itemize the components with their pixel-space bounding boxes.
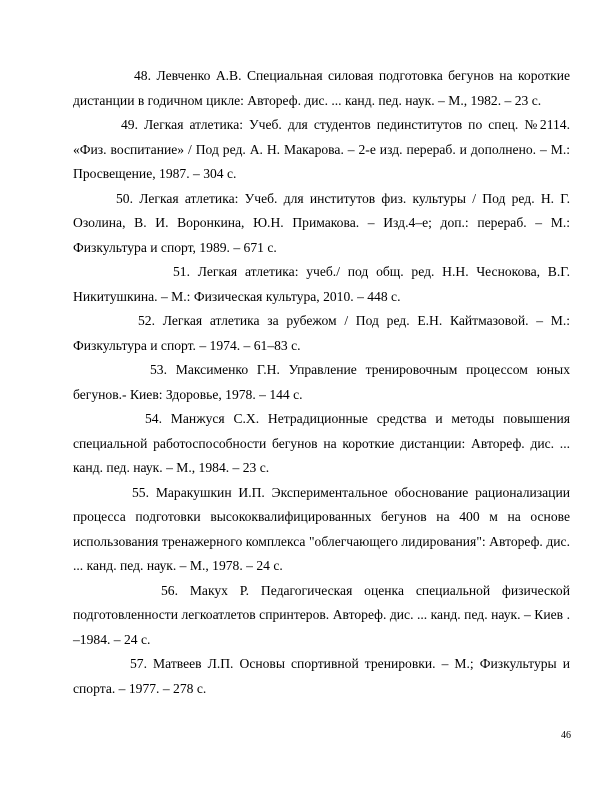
reference-number: 48.: [134, 68, 151, 83]
reference-text: Легкая атлетика: учеб./ под общ. ред. Н.Н. Чеснокова, В.Г. Никитушкина. – М.: Физическая культура, 2010. – 448 с.: [73, 264, 570, 304]
reference-number: 57.: [130, 656, 147, 671]
reference-text: Макух Р. Педагогическая оценка специальной физической подготовленности легкоатлетов спринтеров. Автореф. дис. ... канд. пед. наук. – Киев . –1984. – 24 с.: [73, 582, 570, 647]
reference-text: Максименко Г.Н. Управление тренировочным процессом юных бегунов.- Киев: Здоровье, 1978. – 144 с.: [73, 362, 570, 402]
reference-text: Маракушкин И.П. Экспериментальное обоснование рационализации процесса подготовки высококвалифицированных бегунов на 400 м на основе использования тренажерного комплекса "облегчающего лидирования": Автореф. дис. ... канд. пед. наук. – М., 1978. – 24 с.: [73, 484, 570, 573]
reference-51: [73, 260, 570, 309]
reference-57: [73, 652, 570, 701]
reference-list: [73, 64, 570, 701]
reference-52: [73, 309, 570, 358]
reference-48: [73, 64, 570, 113]
reference-number: 54.: [145, 411, 162, 426]
reference-text: Манжуся С.Х. Нетрадиционные средства и методы повышения специальной работоспособности бегунов на короткие дистанции: Автореф. дис. ... канд. пед. наук. – М., 1984. – 23 с.: [73, 411, 570, 475]
reference-text: Легкая атлетика за рубежом / Под ред. Е.Н. Кайтмазовой. – М.: Физкультура и спорт. – 1974. – 61–83 с.: [73, 313, 570, 353]
reference-49: [73, 113, 570, 187]
reference-text: Легкая атлетика: Учеб. для студентов пединститутов по спец. №2114. «Физ. воспитание» / Под ред. А. Н. Макарова. – 2-е изд. перераб. и дополнено. – М.: Просвещение, 1987. – 304 с.: [73, 117, 570, 181]
reference-50: [73, 187, 570, 261]
reference-number: 56.: [161, 582, 178, 598]
reference-53: [73, 358, 570, 407]
reference-text: Матвеев Л.П. Основы спортивной тренировки. – М.; Физкультуры и спорта. – 1977. – 278 с.: [73, 656, 570, 696]
page-number: 46: [561, 730, 571, 741]
reference-number: 49.: [121, 117, 138, 132]
reference-55: [73, 481, 570, 579]
reference-54: [73, 407, 570, 481]
reference-number: 53.: [150, 362, 167, 377]
reference-56: [73, 579, 570, 653]
reference-number: 51.: [173, 264, 190, 279]
reference-number: 50.: [116, 190, 133, 206]
reference-text: Легкая атлетика: Учеб. для институтов физ. культуры / Под ред. Н. Г. Озолина, В. И. Воронкина, Ю.Н. Примакова. – Изд.4–е; доп.: перераб. – М.: Физкультура и спорт, 1989. – 671 с.: [73, 190, 570, 255]
reference-text: Левченко А.В. Специальная силовая подготовка бегунов на короткие дистанции в годичном цикле: Автореф. дис. ... канд. пед. наук. – М., 1982. – 23 с.: [73, 68, 570, 108]
reference-number: 55.: [132, 484, 149, 500]
reference-number: 52.: [138, 313, 155, 328]
